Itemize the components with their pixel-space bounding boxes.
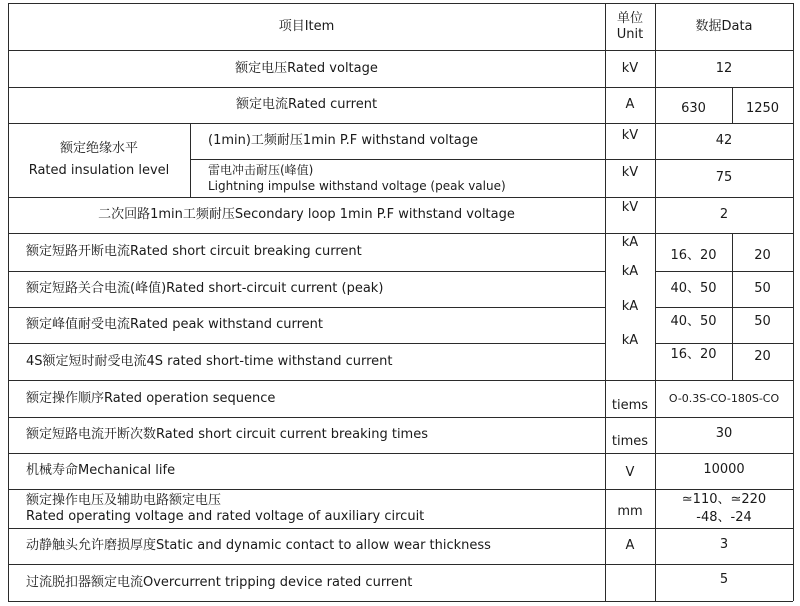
- row-unit: mm: [617, 503, 643, 519]
- row-item: 额定短路开断电流Rated short circuit breaking current: [26, 244, 362, 259]
- row-value: 20: [754, 247, 771, 263]
- row-value: 50: [754, 314, 771, 329]
- row-item: 过流脱扣器额定电流Overcurrent tripping device rated current: [26, 574, 413, 590]
- row-item: 额定峰值耐受电流Rated peak withstand current: [26, 317, 324, 332]
- row-value: 20: [754, 349, 771, 364]
- row-unit: kV: [621, 128, 639, 143]
- row-value: 50: [754, 281, 771, 296]
- row-item-cn: 雷电冲击耐压(峰值): [208, 163, 314, 177]
- row-item: 额定电压Rated voltage: [235, 60, 378, 76]
- header-data: 数据Data: [695, 18, 753, 34]
- row-item: 额定电流Rated current: [235, 97, 378, 112]
- header-unit: [605, 3, 655, 50]
- row-item-en: Rated operating voltage and rated voltage of auxiliary circuit: [26, 508, 425, 524]
- row-item: 额定短路电流开断次数Rated short circuit current breaking times: [26, 427, 428, 442]
- row-unit: times: [611, 434, 649, 449]
- row-item: 额定短路关合电流(峰值)Rated short-circuit current (peak): [26, 281, 384, 296]
- row-unit: kV: [621, 60, 639, 76]
- row-value-line: -48、-24: [696, 509, 752, 525]
- row-unit: A: [625, 538, 635, 553]
- row-value: 75: [715, 170, 733, 185]
- row-value: 16、20: [670, 247, 717, 263]
- row-unit: V: [625, 465, 635, 480]
- insulation-group-en: Rated insulation level: [28, 163, 170, 178]
- row-value: 12: [715, 60, 733, 76]
- row-item: 机械寿命Mechanical life: [26, 463, 176, 478]
- row-unit: tiems: [611, 398, 649, 413]
- row-unit: kV: [621, 165, 639, 180]
- row-unit: kA: [621, 333, 639, 348]
- row-item-en: Lightning impulse withstand voltage (peak value): [208, 179, 506, 193]
- row-value: 1250: [745, 101, 780, 116]
- row-value: 40、50: [670, 314, 717, 329]
- row-item-cn: 额定操作电压及辅助电路额定电压: [26, 492, 222, 508]
- row-value: 3: [719, 537, 729, 552]
- row-unit: [605, 564, 655, 601]
- row-unit: kV: [621, 200, 639, 215]
- header-unit-en: Unit: [616, 26, 644, 42]
- row-value: 42: [715, 133, 733, 148]
- row-unit: kA: [621, 299, 639, 314]
- row-value-line: ≃110、≃220: [681, 491, 767, 507]
- row-value: 40、50: [670, 281, 717, 296]
- insulation-group-cn: 额定绝缘水平: [59, 141, 138, 156]
- row-value: 30: [715, 426, 733, 441]
- row-value: O-0.3S-CO-180S-CO: [668, 391, 780, 405]
- row-value: 16、20: [670, 347, 717, 362]
- row-item: [190, 159, 605, 197]
- row-item: 二次回路1min工频耐压Secondary loop 1min P.F withstand voltage: [98, 207, 515, 222]
- row-unit: kA: [621, 264, 639, 279]
- row-value: 10000: [703, 462, 745, 477]
- row-item: 动静触头允许磨损厚度Static and dynamic contact to allow wear thickness: [26, 538, 491, 553]
- row-item: 额定操作顺序Rated operation sequence: [26, 390, 276, 406]
- insulation-group: [8, 123, 190, 197]
- row-item: 4S额定短时耐受电流4S rated short-time withstand current: [26, 353, 393, 369]
- row-item: (1min)工频耐压1min P.F withstand voltage: [208, 133, 479, 148]
- row-unit: A: [625, 97, 635, 112]
- row-value: [655, 489, 793, 528]
- row-value: 630: [681, 101, 706, 116]
- row-value: 2: [719, 207, 729, 222]
- row-item: [8, 489, 605, 528]
- row-unit: kA: [621, 235, 639, 250]
- header-unit-cn: 单位: [616, 10, 643, 26]
- header-item: 项目Item: [278, 18, 335, 34]
- row-value: 5: [719, 572, 729, 587]
